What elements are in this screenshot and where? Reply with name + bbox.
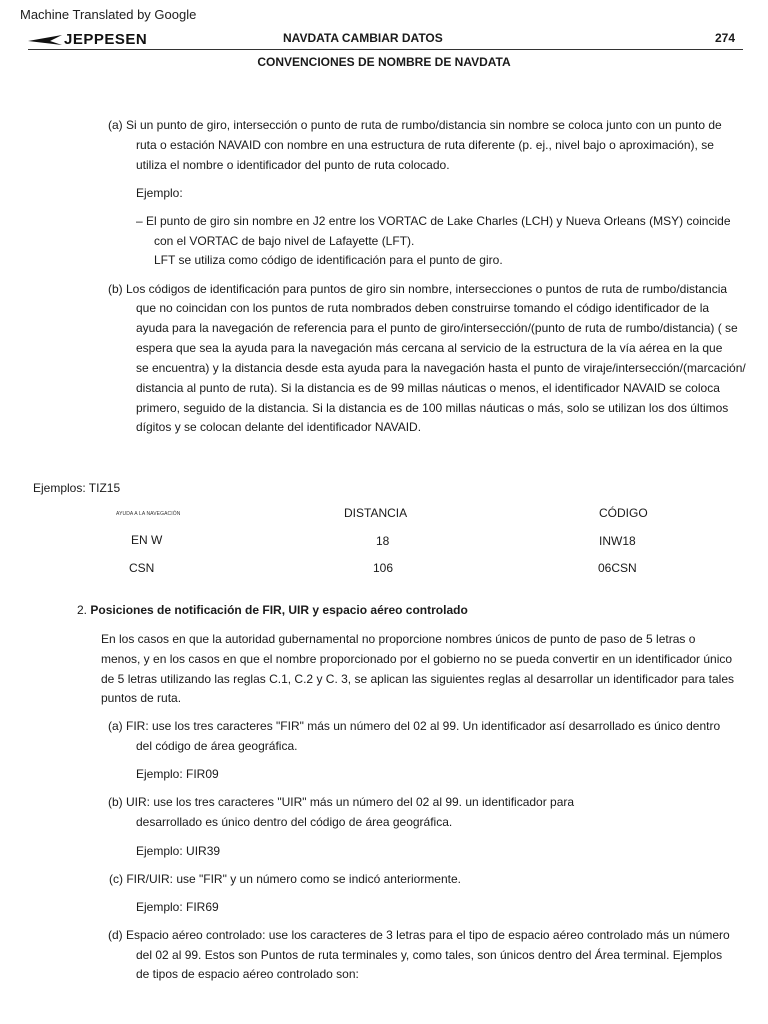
item-b-line-3: ayuda para la navegación de referencia para el punto de giro/intersección/(punto de ruta de rumbo/distancia) ( se bbox=[136, 321, 738, 335]
item-b-line-2: que no coincidan con los puntos de ruta nombrados deben construirse tomando el código identificador de la bbox=[136, 301, 710, 315]
table-cell-code: INW18 bbox=[599, 534, 636, 548]
item-a-example-label: Ejemplo: bbox=[136, 186, 183, 200]
section-2-intro-line-2: menos, y en los casos en que el nombre proporcionado por el gobierno no se pueda convertir en un identificador único bbox=[101, 652, 733, 666]
section-2-intro-line-1: En los casos en que la autoridad gubernamental no proporcione nombres únicos de punto de paso de 5 letras o bbox=[101, 632, 696, 646]
item-a-line-2: ruta o estación NAVAID con nombre en una estructura de ruta diferente (p. ej., nivel bajo o aproximación), se bbox=[136, 138, 714, 152]
section-2-d-line-3: de tipos de espacio aéreo controlado son: bbox=[136, 967, 359, 981]
section-2-intro-line-3: de 5 letras utilizando las reglas C.1, C.2 y C. 3, se aplican las siguientes reglas al desarrollar un identificador para tales bbox=[101, 672, 734, 686]
table-cell-distance: 106 bbox=[373, 561, 394, 575]
section-2-c-line: (c) FIR/UIR: use "FIR" y un número como se indicó anteriormente. bbox=[109, 872, 461, 886]
item-b-line-7: primero, seguido de la distancia. Si la distancia es de 100 millas náuticas o más, solo se utilizan los dos últimos bbox=[136, 401, 729, 415]
item-b-line-4: espera que sea la ayuda para la navegación más cercana al servicio de la estructura de la vía aérea en la que bbox=[136, 341, 723, 355]
section-2-a-example: Ejemplo: FIR09 bbox=[136, 767, 219, 781]
jeppesen-logo bbox=[28, 31, 147, 48]
table-cell-distance: 18 bbox=[376, 534, 390, 548]
item-a-line-3: utiliza el nombre o identificador del punto de ruta colocado. bbox=[136, 158, 450, 172]
table-cell-code: 06CSN bbox=[598, 561, 637, 575]
item-b-line-1: (b) Los códigos de identificación para puntos de giro sin nombre, intersecciones o puntos de ruta de rumbo/distancia bbox=[108, 282, 728, 296]
section-2-b-example: Ejemplo: UIR39 bbox=[136, 844, 221, 858]
section-2-d-line-2: del 02 al 99. Estos son Puntos de ruta terminales y, como tales, son únicos dentro del Área terminal. Ejemplos bbox=[136, 948, 723, 962]
item-a-line-1: (a) Si un punto de giro, intersección o punto de ruta de rumbo/distancia sin nombre se coloca junto con un punto de bbox=[108, 118, 722, 132]
section-2-b-line-1: (b) UIR: use los tres caracteres "UIR" más un número del 02 al 99. un identificador para bbox=[108, 795, 575, 809]
section-2-a-line-1: (a) FIR: use los tres caracteres "FIR" más un número del 02 al 99. Un identificador así desarrollado es único dentro bbox=[108, 719, 721, 733]
logo-text: JEPPESEN bbox=[64, 31, 148, 48]
item-a-example-line-2: con el VORTAC de bajo nivel de Lafayette (LFT). bbox=[154, 234, 415, 248]
section-2-heading bbox=[77, 600, 468, 620]
section-2-b-line-2: desarrollado es único dentro del código de área geográfica. bbox=[136, 815, 453, 829]
page-number: 274 bbox=[715, 31, 736, 45]
table-header-distance: DISTANCIA bbox=[344, 506, 408, 520]
table-cell-navaid: CSN bbox=[129, 561, 155, 575]
item-a-example-line-3: LFT se utiliza como código de identificación para el punto de giro. bbox=[154, 253, 503, 267]
section-2-a-line-2: del código de área geográfica. bbox=[136, 739, 298, 753]
section-2-intro-line-4: puntos de ruta. bbox=[101, 691, 182, 705]
page-header-title: NAVDATA CAMBIAR DATOS bbox=[283, 31, 443, 45]
machine-translated-banner: Machine Translated by Google bbox=[20, 7, 197, 22]
table-cell-navaid: EN W bbox=[131, 533, 163, 547]
section-2-c-example: Ejemplo: FIR69 bbox=[136, 900, 219, 914]
section-2-number: 2. bbox=[77, 603, 88, 617]
jeppesen-swoosh-icon bbox=[28, 34, 62, 46]
table-header-code: CÓDIGO bbox=[599, 506, 648, 520]
item-b-line-6: distancia al punto de ruta). Si la distancia es de 99 millas náuticas o menos, el identificador NAVAID se coloca bbox=[136, 381, 720, 395]
examples-label: Ejemplos: TIZ15 bbox=[33, 481, 121, 495]
item-a-example-line-1: – El punto de giro sin nombre en J2 entre los VORTAC de Lake Charles (LCH) y Nueva Orleans (MSY) coincide bbox=[136, 214, 731, 228]
section-2-d-line-1: (d) Espacio aéreo controlado: use los caracteres de 3 letras para el tipo de espacio aéreo controlado más un número bbox=[108, 928, 730, 942]
header-divider bbox=[28, 49, 743, 50]
item-b-line-5: se encuentra) y la distancia desde esta ayuda para la navegación hasta el punto de viraje/intersección/(marcación/ bbox=[136, 361, 746, 375]
item-b-line-8: dígitos y se colocan delante del identificador NAVAID. bbox=[136, 420, 422, 434]
section-2-title: Posiciones de notificación de FIR, UIR y espacio aéreo controlado bbox=[90, 603, 468, 617]
page-subtitle: CONVENCIONES DE NOMBRE DE NAVDATA bbox=[257, 55, 511, 69]
table-header-navaid: AYUDA A LA NAVEGACIÓN bbox=[116, 511, 181, 517]
